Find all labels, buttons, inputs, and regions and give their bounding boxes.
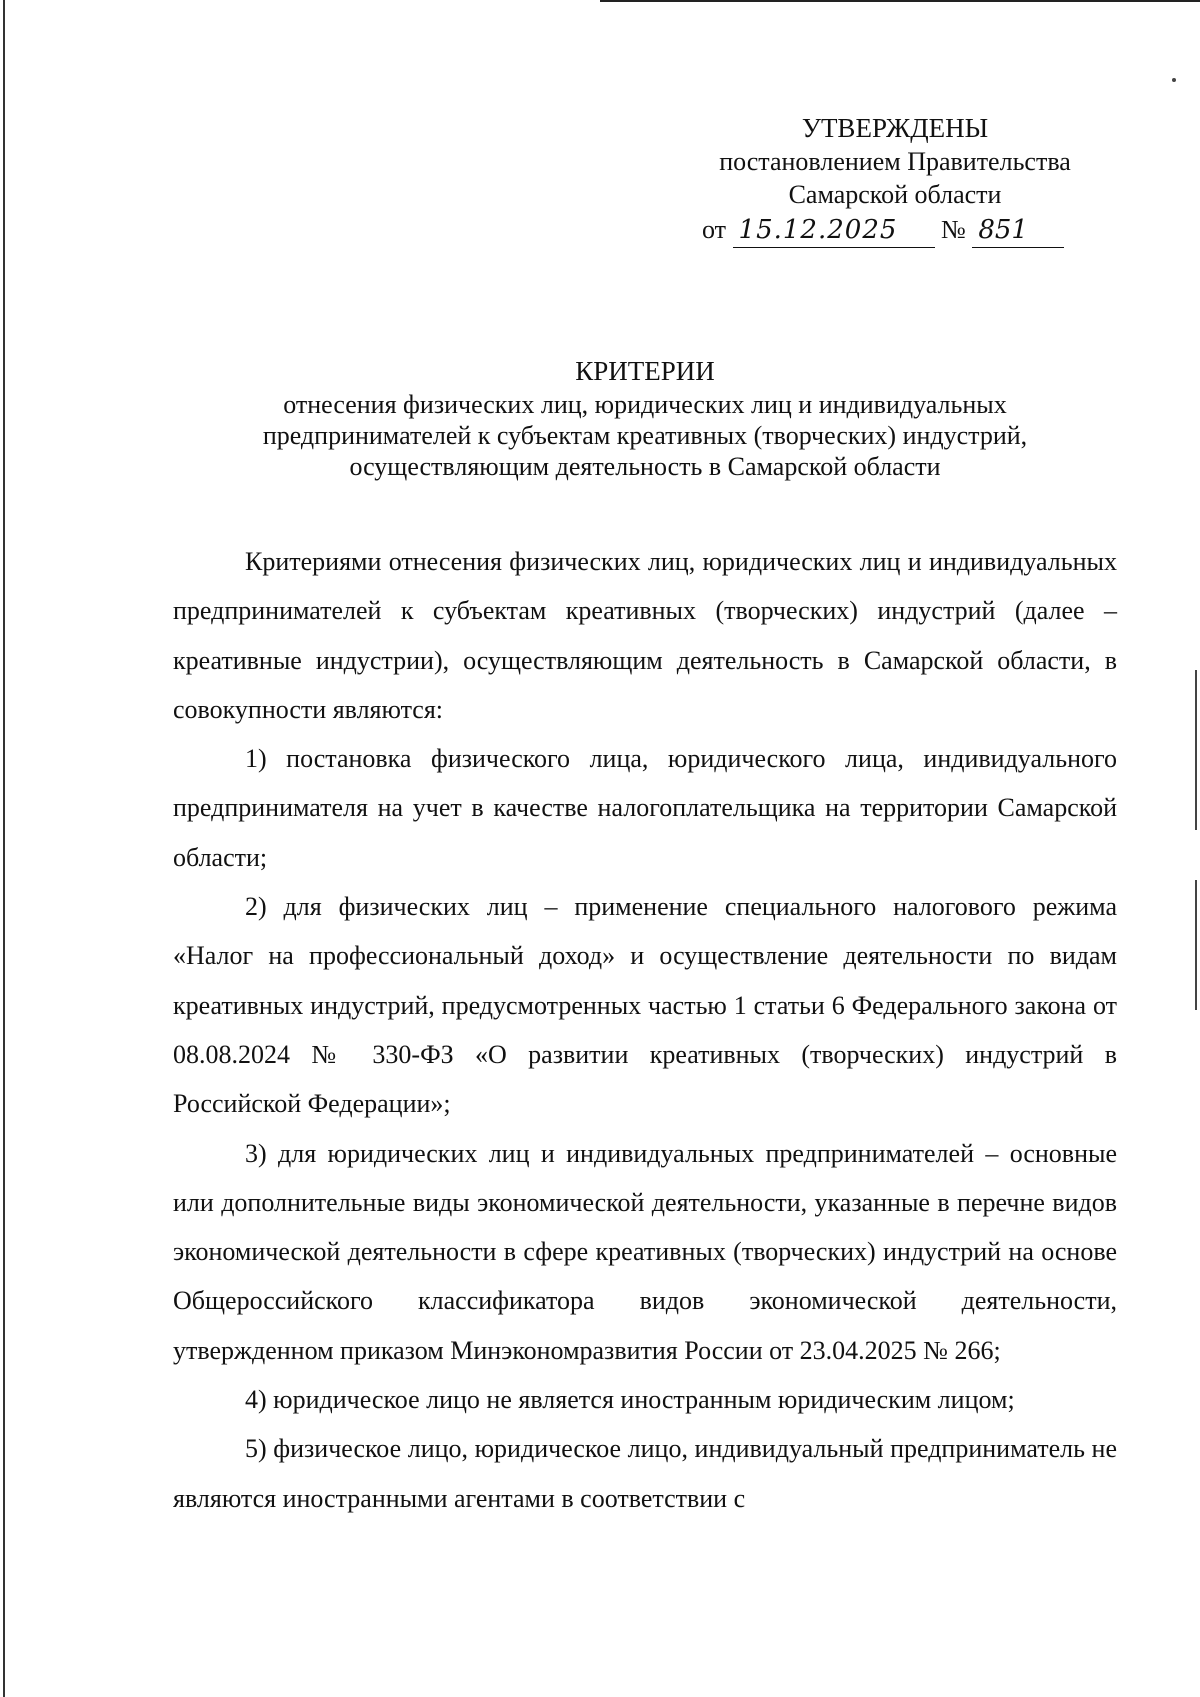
approval-stamp-block (690, 112, 1100, 248)
approval-line-1: постановлением Правительства (719, 147, 1071, 176)
document-title: КРИТЕРИИ (575, 356, 715, 386)
document-subtitle-line-1: отнесения физических лиц, юридических лиц и индивидуальных (283, 390, 1007, 419)
approval-line-2: Самарской области (788, 180, 1002, 209)
criterion-item-4: 4) юридическое лицо не является иностранным юридическим лицом; (245, 1385, 1015, 1415)
approval-heading: УТВЕРЖДЕНЫ (801, 113, 989, 143)
intro-paragraph: Критериями отнесения физических лиц, юридических лиц и индивидуальных предпринимателей к субъектам креативных (творческих) индустрий (далее – креативные индустрии), осуществляющим деятельность в Самарской области, в совокупности являются: (173, 547, 1117, 724)
approval-date-number-line (690, 213, 1100, 248)
document-subtitle-line-3: осуществляющим деятельность в Самарской области (349, 452, 941, 481)
scan-artifact (1195, 670, 1197, 830)
criterion-item-5: 5) физическое лицо, юридическое лицо, индивидуальный предприниматель не являются иностранными агентами в соответствии с (173, 1434, 1117, 1513)
scan-artifact (1195, 880, 1197, 1010)
scan-border-left (3, 0, 5, 1697)
criterion-item-1: 1) постановка физического лица, юридического лица, индивидуального предпринимателя на учет в качестве налогоплательщика на территории Самарской области; (173, 744, 1117, 872)
document-title-block (180, 356, 1110, 482)
handwritten-date: 15.12.2025 (733, 214, 935, 248)
scan-border-top (600, 0, 1200, 2)
handwritten-number: 851 (972, 214, 1064, 248)
scan-artifact (1172, 78, 1176, 82)
approval-from-label: от (702, 215, 727, 244)
criterion-item-3: 3) для юридических лиц и индивидуальных предпринимателей – основные или дополнительные виды экономической деятельности, указанные в перечне видов экономической деятельности в сфере креативных (творческих) индустрий на основе Общероссийского классификатора видов экономической деятельности, утвержденном приказом Минэкономразвития России от 23.04.2025 № 266; (173, 1138, 1117, 1365)
document-subtitle-line-2: предпринимателей к субъектам креативных (творческих) индустрий, (262, 421, 1028, 450)
document-body (173, 537, 1117, 1523)
number-sign: № (941, 215, 966, 244)
criterion-item-2: 2) для физических лиц – применение специального налогового режима «Налог на профессиональный доход» и осуществление деятельности по видам креативных индустрий, предусмотренных частью 1 статьи 6 Федерального закона от 08.08.2024 № 330-ФЗ «О развитии креативных (творческих) индустрий в Российской Федерации»; (173, 892, 1117, 1119)
